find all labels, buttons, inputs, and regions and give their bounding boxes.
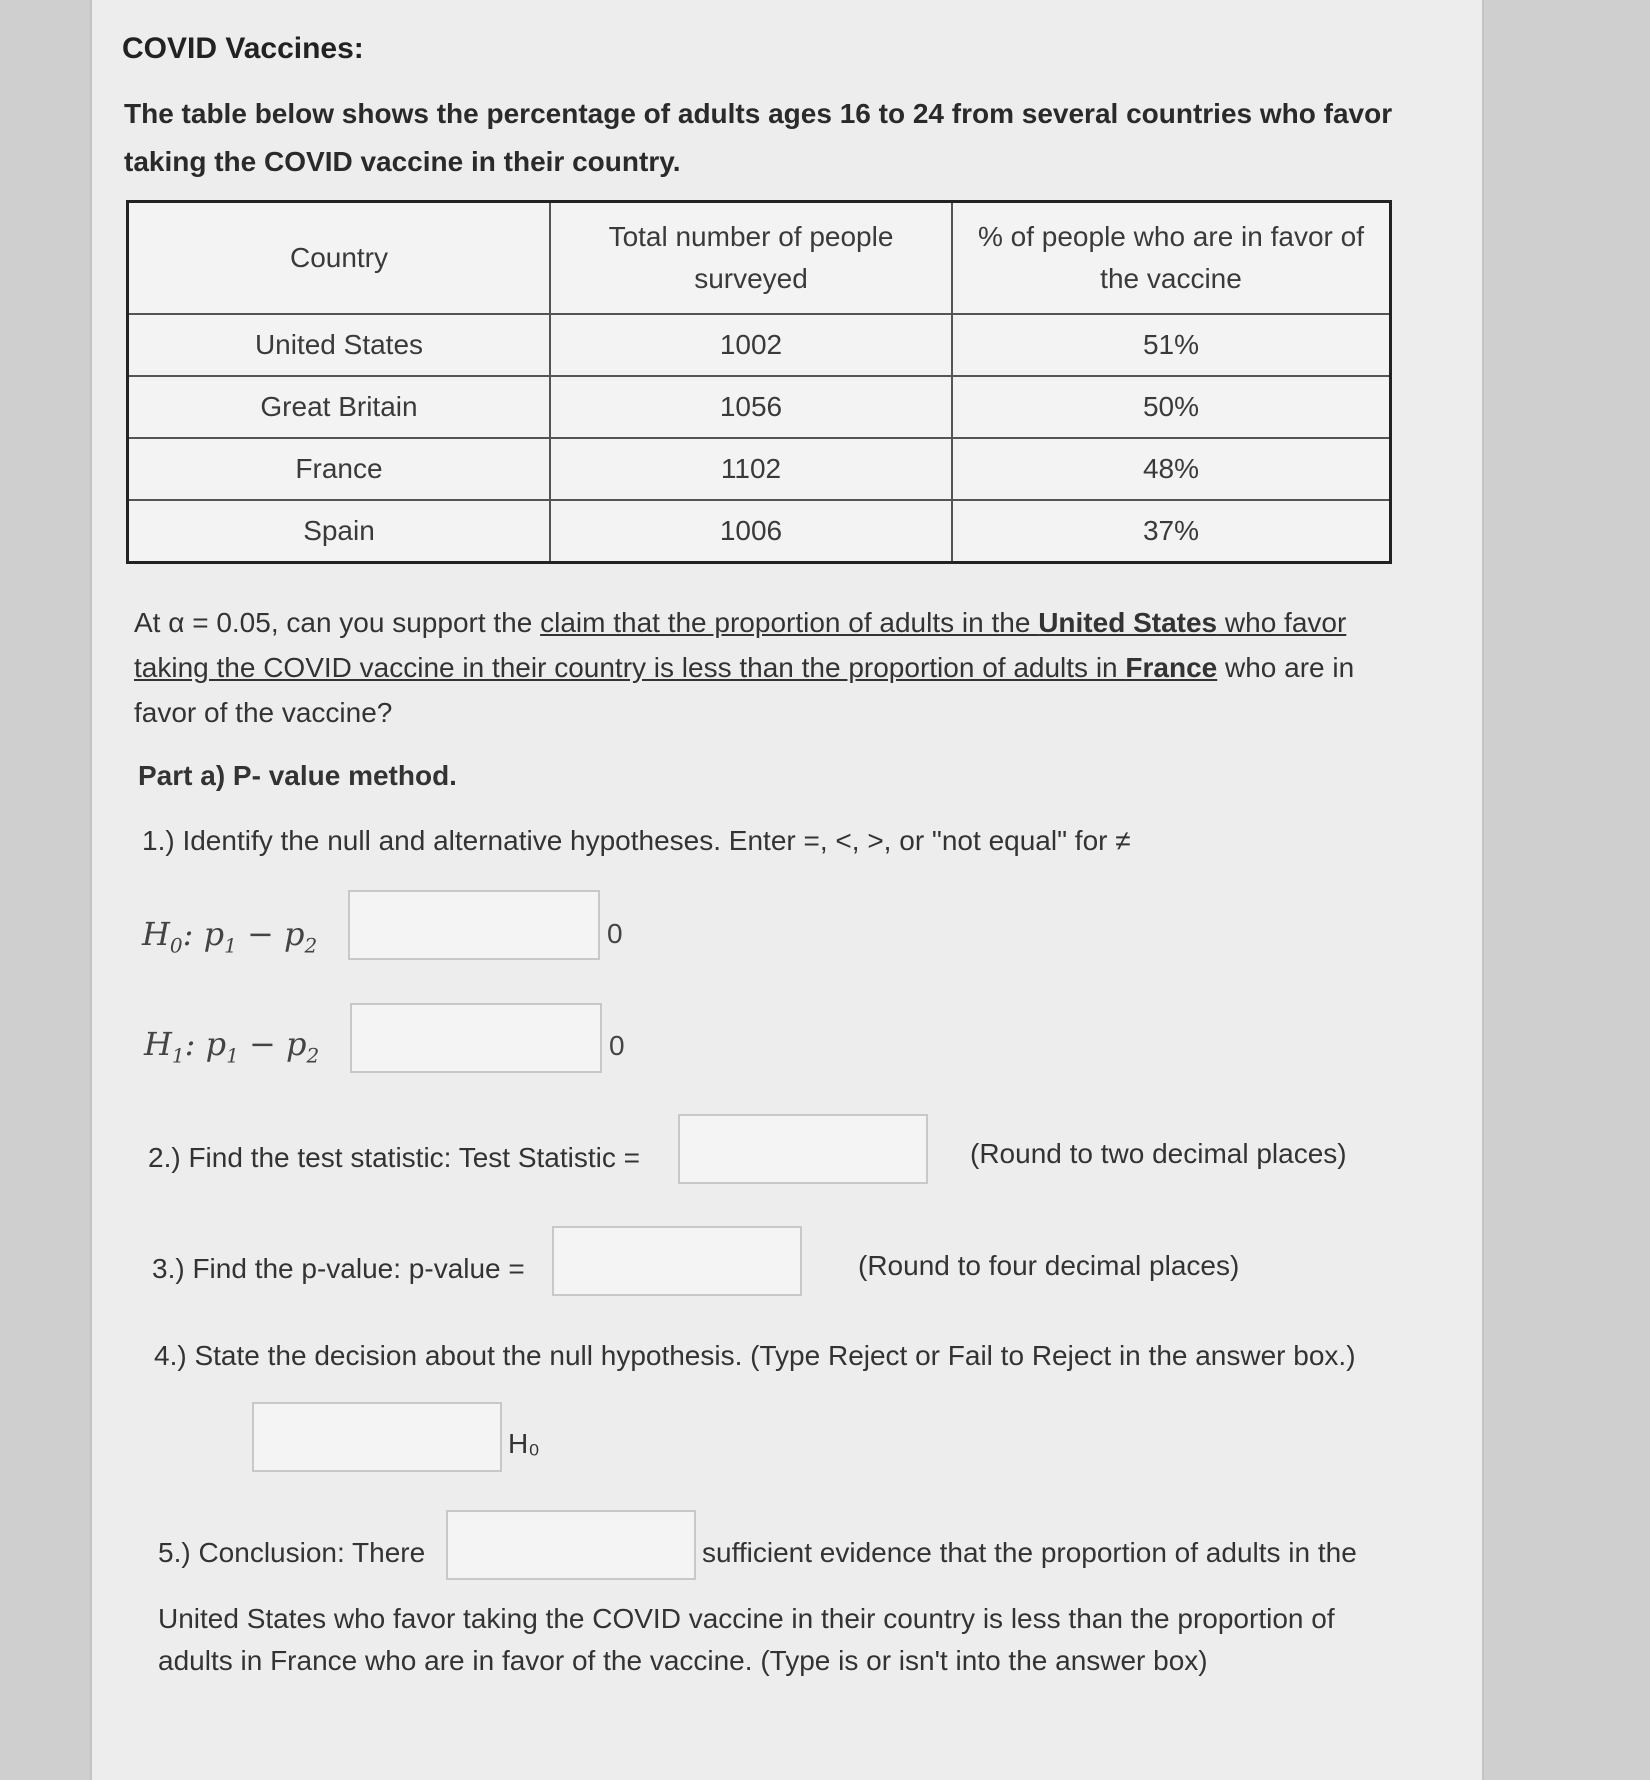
test-statistic-input[interactable] xyxy=(678,1114,928,1184)
table-row xyxy=(128,500,1391,563)
h1-rest: : p xyxy=(184,1025,227,1063)
h0-rest: : p xyxy=(182,915,225,953)
question-claim-2: who favor taking the COVID vaccine in their country is less than the proportion of adults in xyxy=(134,607,1347,683)
q3-label: 3.) Find the p-value: p-value = xyxy=(152,1253,525,1284)
cell-total: 1102 xyxy=(550,438,952,500)
cell-country: United States xyxy=(128,314,551,376)
h0-answer-input[interactable] xyxy=(348,890,600,960)
q4-suffix: H₀ xyxy=(508,1428,540,1459)
question-part: At α = 0.05, can you support the xyxy=(134,607,541,638)
header-percent: % of people who are in favor of the vaccine xyxy=(952,202,1391,315)
cell-country: France xyxy=(128,438,551,500)
h0-minus: − p xyxy=(236,915,305,953)
h1-minus: − p xyxy=(238,1025,307,1063)
intro-text: The table below shows the percentage of adults ages 16 to 24 from several countries who favor taking the COVID vaccine in their country. xyxy=(124,98,1393,177)
table-row xyxy=(128,438,1391,500)
cell-country: Great Britain xyxy=(128,376,551,438)
q2-note: (Round to two decimal places) xyxy=(970,1138,1347,1169)
survey-table xyxy=(126,200,1392,564)
h0-label xyxy=(142,915,317,957)
cell-percent: 50% xyxy=(952,376,1391,438)
conclusion-input[interactable] xyxy=(446,1510,696,1580)
h0-p1-sub: 1 xyxy=(224,933,237,958)
q5-after: sufficient evidence that the proportion of adults in the xyxy=(702,1537,1357,1568)
h0-zero: 0 xyxy=(607,918,623,949)
part-a-heading: Part a) P- value method. xyxy=(138,760,457,791)
h1-answer-input[interactable] xyxy=(350,1003,602,1073)
cell-total: 1056 xyxy=(550,376,952,438)
question-end: who are in favor of the vaccine? xyxy=(134,652,1355,728)
question-country-2: France xyxy=(1125,652,1218,683)
q1-label: 1.) Identify the null and alternative hypotheses. Enter =, <, >, or "not equal" for ≠ xyxy=(142,825,1131,856)
table-header-row xyxy=(128,202,1391,315)
question-claim: claim that the proportion of adults in the xyxy=(540,607,1039,638)
h1-sub: 1 xyxy=(171,1043,185,1068)
h1-p2-sub: 2 xyxy=(306,1043,320,1068)
h1-zero: 0 xyxy=(609,1030,625,1061)
worksheet-page xyxy=(90,0,1484,1780)
q4-label: 4.) State the decision about the null hypothesis. (Type Reject or Fail to Reject in the answer box.) xyxy=(154,1340,1356,1371)
cell-total: 1002 xyxy=(550,314,952,376)
q2-label: 2.) Find the test statistic: Test Statistic = xyxy=(148,1142,641,1173)
decision-input[interactable] xyxy=(252,1402,502,1472)
h1-label xyxy=(144,1025,319,1067)
question-country-1: United States xyxy=(1038,607,1218,638)
q5-label: 5.) Conclusion: There xyxy=(158,1537,426,1568)
header-country: Country xyxy=(128,202,551,315)
q5-rest: United States who favor taking the COVID vaccine in their country is less than the proportion of adults in France who are in favor of the vaccine. (Type is or isn't into the answer box) xyxy=(158,1603,1335,1676)
h0-sub: 0 xyxy=(169,933,183,958)
h0-h: H xyxy=(142,915,170,953)
h1-p1-sub: 1 xyxy=(226,1043,239,1068)
table-row xyxy=(128,376,1391,438)
p-value-input[interactable] xyxy=(552,1226,802,1296)
q3-note: (Round to four decimal places) xyxy=(858,1250,1240,1281)
header-total: Total number of people surveyed xyxy=(550,202,952,315)
cell-percent: 48% xyxy=(952,438,1391,500)
question-text xyxy=(134,600,1414,735)
cell-total: 1006 xyxy=(550,500,952,563)
h1-h: H xyxy=(144,1025,172,1063)
page-title: COVID Vaccines: xyxy=(122,32,364,65)
h0-p2-sub: 2 xyxy=(304,933,318,958)
cell-percent: 37% xyxy=(952,500,1391,563)
cell-percent: 51% xyxy=(952,314,1391,376)
table-row xyxy=(128,314,1391,376)
cell-country: Spain xyxy=(128,500,551,563)
